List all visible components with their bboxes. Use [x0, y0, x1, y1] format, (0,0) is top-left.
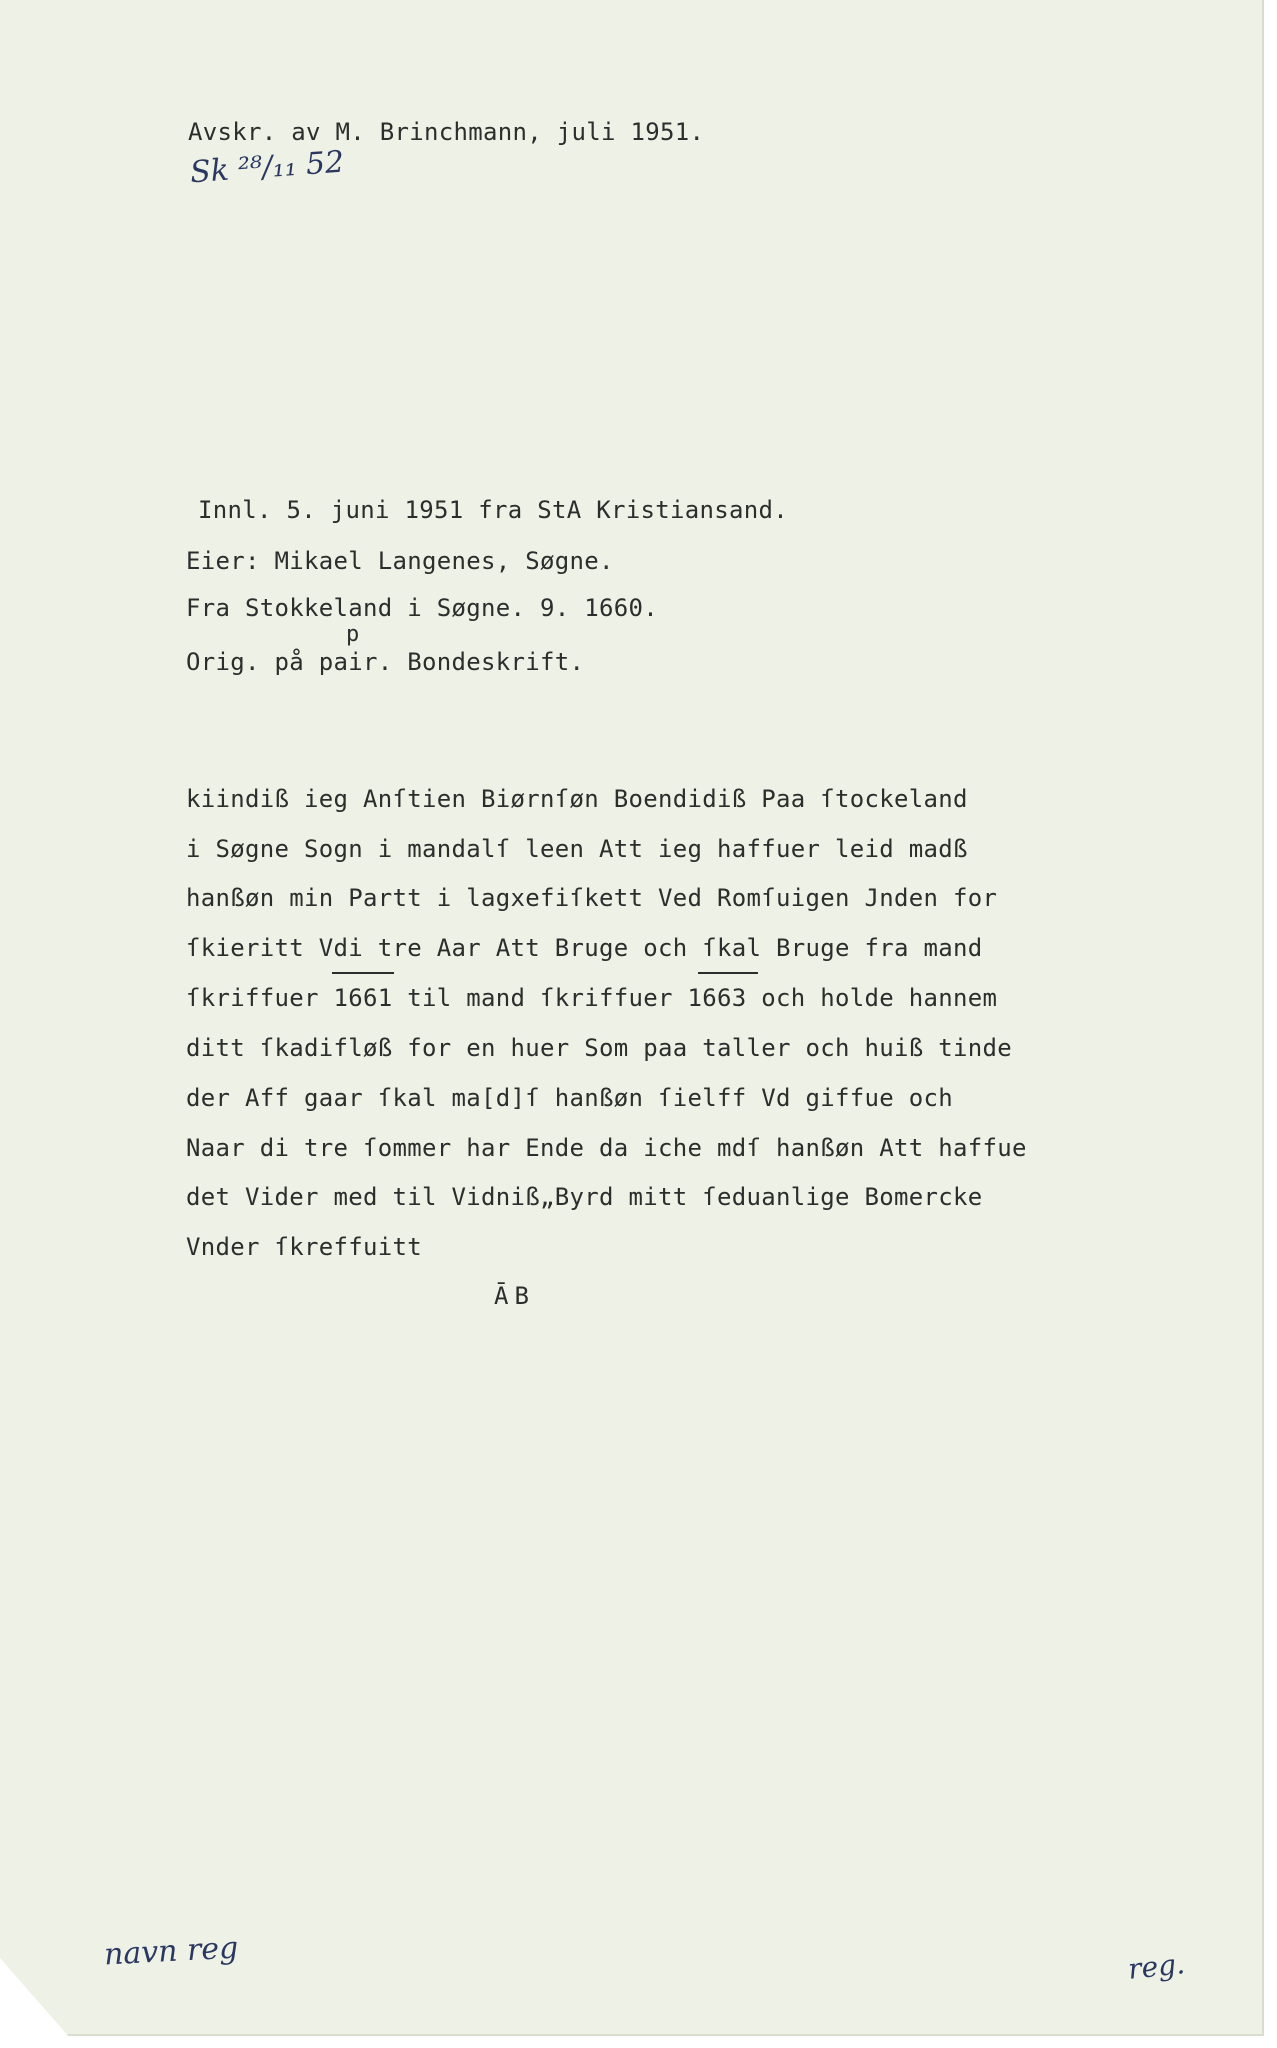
owner-line: Eier: Mikael Langenes, Søgne.: [186, 547, 614, 575]
transcript-line: kiindiß ieg Anſtien Biørnſøn Boendidiß Paa ſtockeland: [186, 785, 968, 813]
transcript-line: Vnder ſkreffuitt: [186, 1233, 422, 1261]
handwritten-note-right: reg.: [1126, 1947, 1187, 1986]
transcript-line: ditt ſkadifløß for en huer Som paa taller och huiß tinde: [186, 1034, 1012, 1062]
transcription-credit: Avskr. av M. Brinchmann, juli 1951.: [188, 118, 705, 146]
received-line: Innl. 5. juni 1951 fra StA Kristiansand.: [198, 496, 788, 524]
signature-mark: ĀB: [494, 1282, 535, 1310]
origin-line: Fra Stokkeland i Søgne. 9. 1660.: [186, 594, 658, 622]
underline-vdi: [332, 972, 394, 974]
paper-superscript: p: [346, 622, 360, 647]
handwritten-note-left: navn reg: [103, 1930, 240, 1973]
transcript-line: ſkieritt Vdi tre Aar Att Bruge och ſkal Bruge fra mand: [186, 934, 983, 962]
transcript-line: der Aff gaar ſkal ma[d]ſ hanßøn ſielff Vd giffue och: [186, 1084, 953, 1112]
transcript-line: hanßøn min Partt i lagxefiſkett Ved Romſuigen Jnden for: [186, 884, 998, 912]
transcript-line: ſkriffuer 1661 til mand ſkriffuer 1663 och holde hannem: [186, 984, 998, 1012]
transcript-line: Naar di tre ſommer har Ende da iche mdſ hanßøn Att haffue: [186, 1134, 1027, 1162]
handwritten-archive-mark: Sk ²⁸/₁₁ 52: [188, 144, 346, 191]
underline-skal: [698, 972, 758, 974]
torn-corner: [0, 1958, 70, 2038]
original-line: Orig. på pair. Bondeskrift.: [186, 648, 585, 676]
transcript-line: i Søgne Sogn i mandalſ leen Att ieg haffuer leid madß: [186, 835, 968, 863]
transcript-line: det Vider med til Vidniß„Byrd mitt ſeduanlige Bomercke: [186, 1183, 983, 1211]
